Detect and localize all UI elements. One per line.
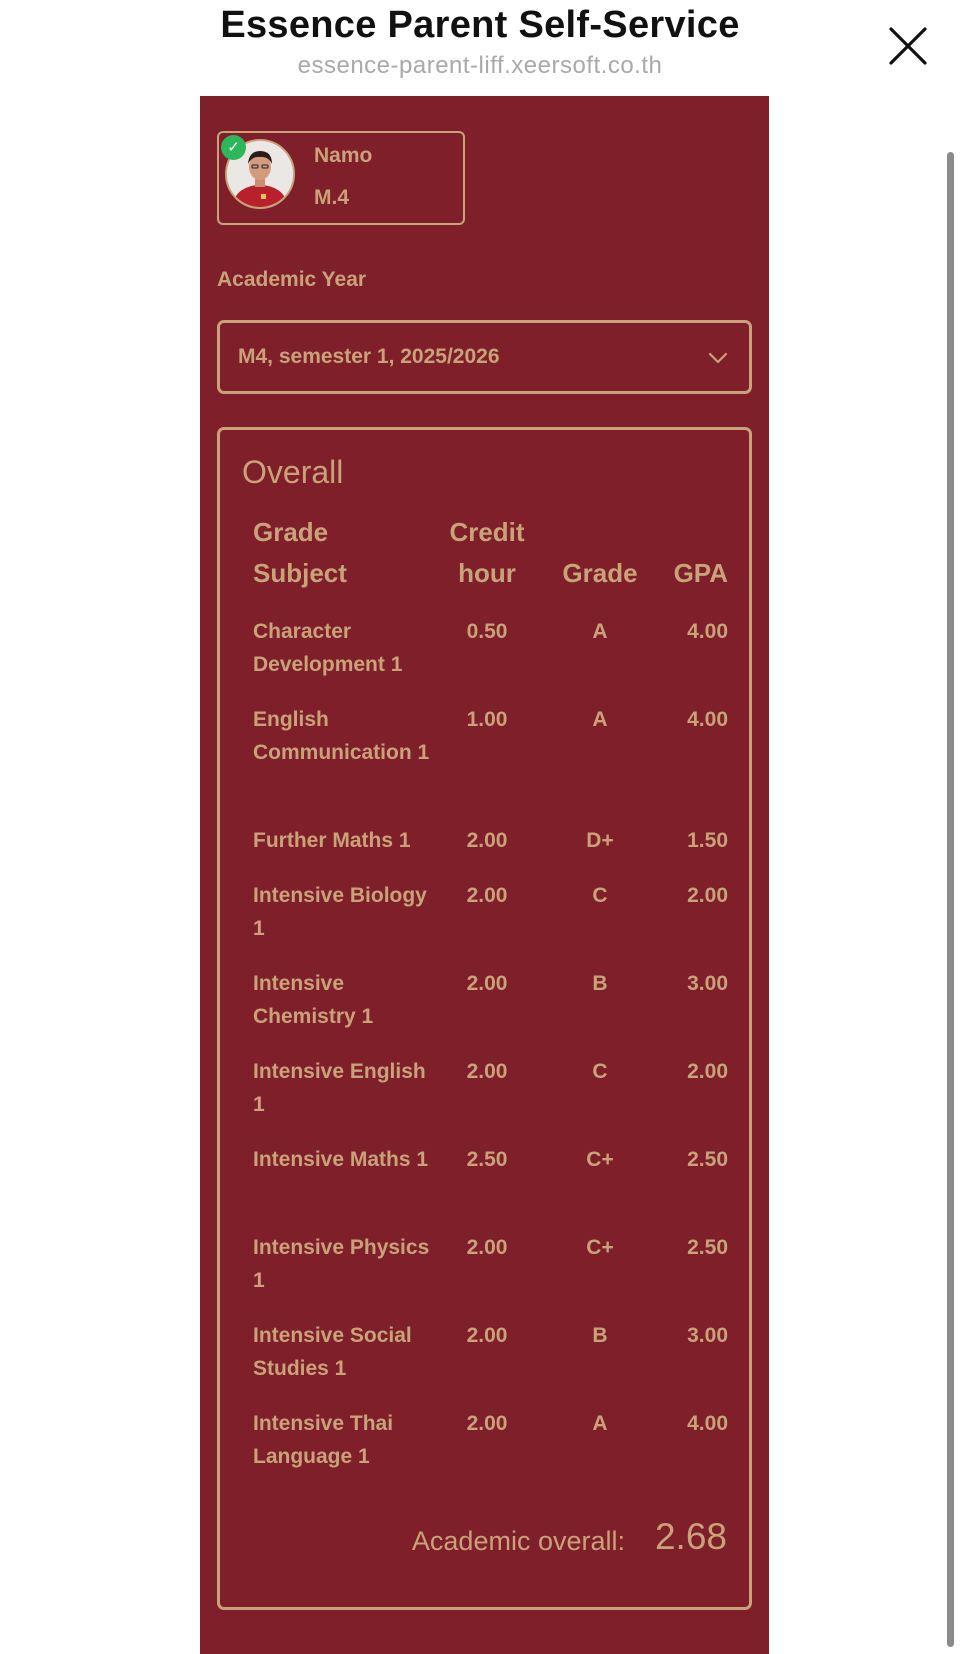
header-grade: Grade (562, 558, 638, 588)
app-title: Essence Parent Self-Service (220, 4, 740, 46)
student-name: Namo (314, 144, 373, 167)
credit-hour: 2.00 (466, 972, 508, 995)
credit-hour: 2.00 (466, 1060, 508, 1083)
grade-letter: B (592, 1324, 608, 1347)
grade-letter: A (592, 708, 608, 731)
academic-year-value: M4, semester 1, 2025/2026 (238, 345, 500, 368)
header-subject-line2: Subject (253, 558, 347, 588)
subject-name: Intensive Social Studies 1 (253, 1324, 412, 1380)
grade-letter: D+ (586, 829, 614, 852)
credit-hour: 2.00 (466, 1412, 508, 1435)
grade-letter: B (592, 972, 608, 995)
gpa-value: 2.00 (687, 884, 728, 907)
credit-hour: 2.00 (466, 829, 508, 852)
header-subject (253, 512, 347, 594)
gpa-value: 3.00 (687, 972, 728, 995)
student-class: M.4 (314, 186, 350, 209)
subject-name: Intensive Biology 1 (253, 884, 427, 940)
overall-title: Overall (242, 454, 344, 490)
gpa-value: 4.00 (687, 708, 728, 731)
credit-hour: 2.00 (466, 1236, 508, 1259)
header-subject-line1: Grade (253, 517, 329, 547)
subject-name: Character Development 1 (253, 620, 403, 676)
student-card[interactable] (217, 131, 465, 225)
close-icon (886, 24, 930, 68)
gpa-value: 1.50 (687, 829, 728, 852)
subject-name: Intensive Chemistry 1 (253, 972, 374, 1028)
chevron-down-icon (707, 347, 729, 369)
header-credit-line2: hour (458, 558, 516, 588)
credit-hour: 0.50 (466, 620, 508, 643)
grade-letter: A (592, 1412, 608, 1435)
academic-overall-label: Academic overall: (411, 1526, 625, 1556)
subject-name: Intensive English 1 (253, 1060, 426, 1116)
gpa-value: 2.50 (687, 1236, 728, 1259)
gpa-value: 3.00 (687, 1324, 728, 1347)
grade-panel (200, 96, 769, 1654)
subject-name: Intensive Thai Language 1 (253, 1412, 394, 1468)
verified-check-icon: ✓ (221, 135, 246, 160)
gpa-value: 2.00 (687, 1060, 728, 1083)
overall-card (217, 427, 752, 1610)
grade-letter: C+ (586, 1236, 614, 1259)
academic-overall-value: 2.68 (654, 1516, 727, 1557)
credit-hour: 2.00 (466, 884, 508, 907)
app-url: essence-parent-liff.xeersoft.co.th (297, 52, 663, 79)
credit-hour: 2.00 (466, 1324, 508, 1347)
credit-hour: 2.50 (466, 1148, 508, 1171)
subject-name: English Communication 1 (253, 708, 430, 764)
credit-hour: 1.00 (466, 708, 508, 731)
grade-letter: A (592, 620, 608, 643)
subject-name: Further Maths 1 (253, 829, 411, 852)
header-credit-line1: Credit (449, 517, 525, 547)
subject-name: Intensive Maths 1 (253, 1148, 429, 1171)
gpa-value: 2.50 (687, 1148, 728, 1171)
scrollbar[interactable] (947, 152, 954, 1647)
gpa-value: 4.00 (687, 1412, 728, 1435)
grade-letter: C+ (586, 1148, 614, 1171)
close-button[interactable] (886, 24, 930, 68)
app-header (0, 0, 960, 96)
header-credit-hour (437, 512, 537, 594)
grade-letter: C (592, 884, 608, 907)
gpa-value: 4.00 (687, 620, 728, 643)
subject-name: Intensive Physics 1 (253, 1236, 430, 1292)
grade-letter: C (592, 1060, 608, 1083)
academic-year-label: Academic Year (217, 268, 367, 291)
header-gpa: GPA (673, 558, 728, 588)
academic-year-select[interactable] (217, 320, 752, 394)
